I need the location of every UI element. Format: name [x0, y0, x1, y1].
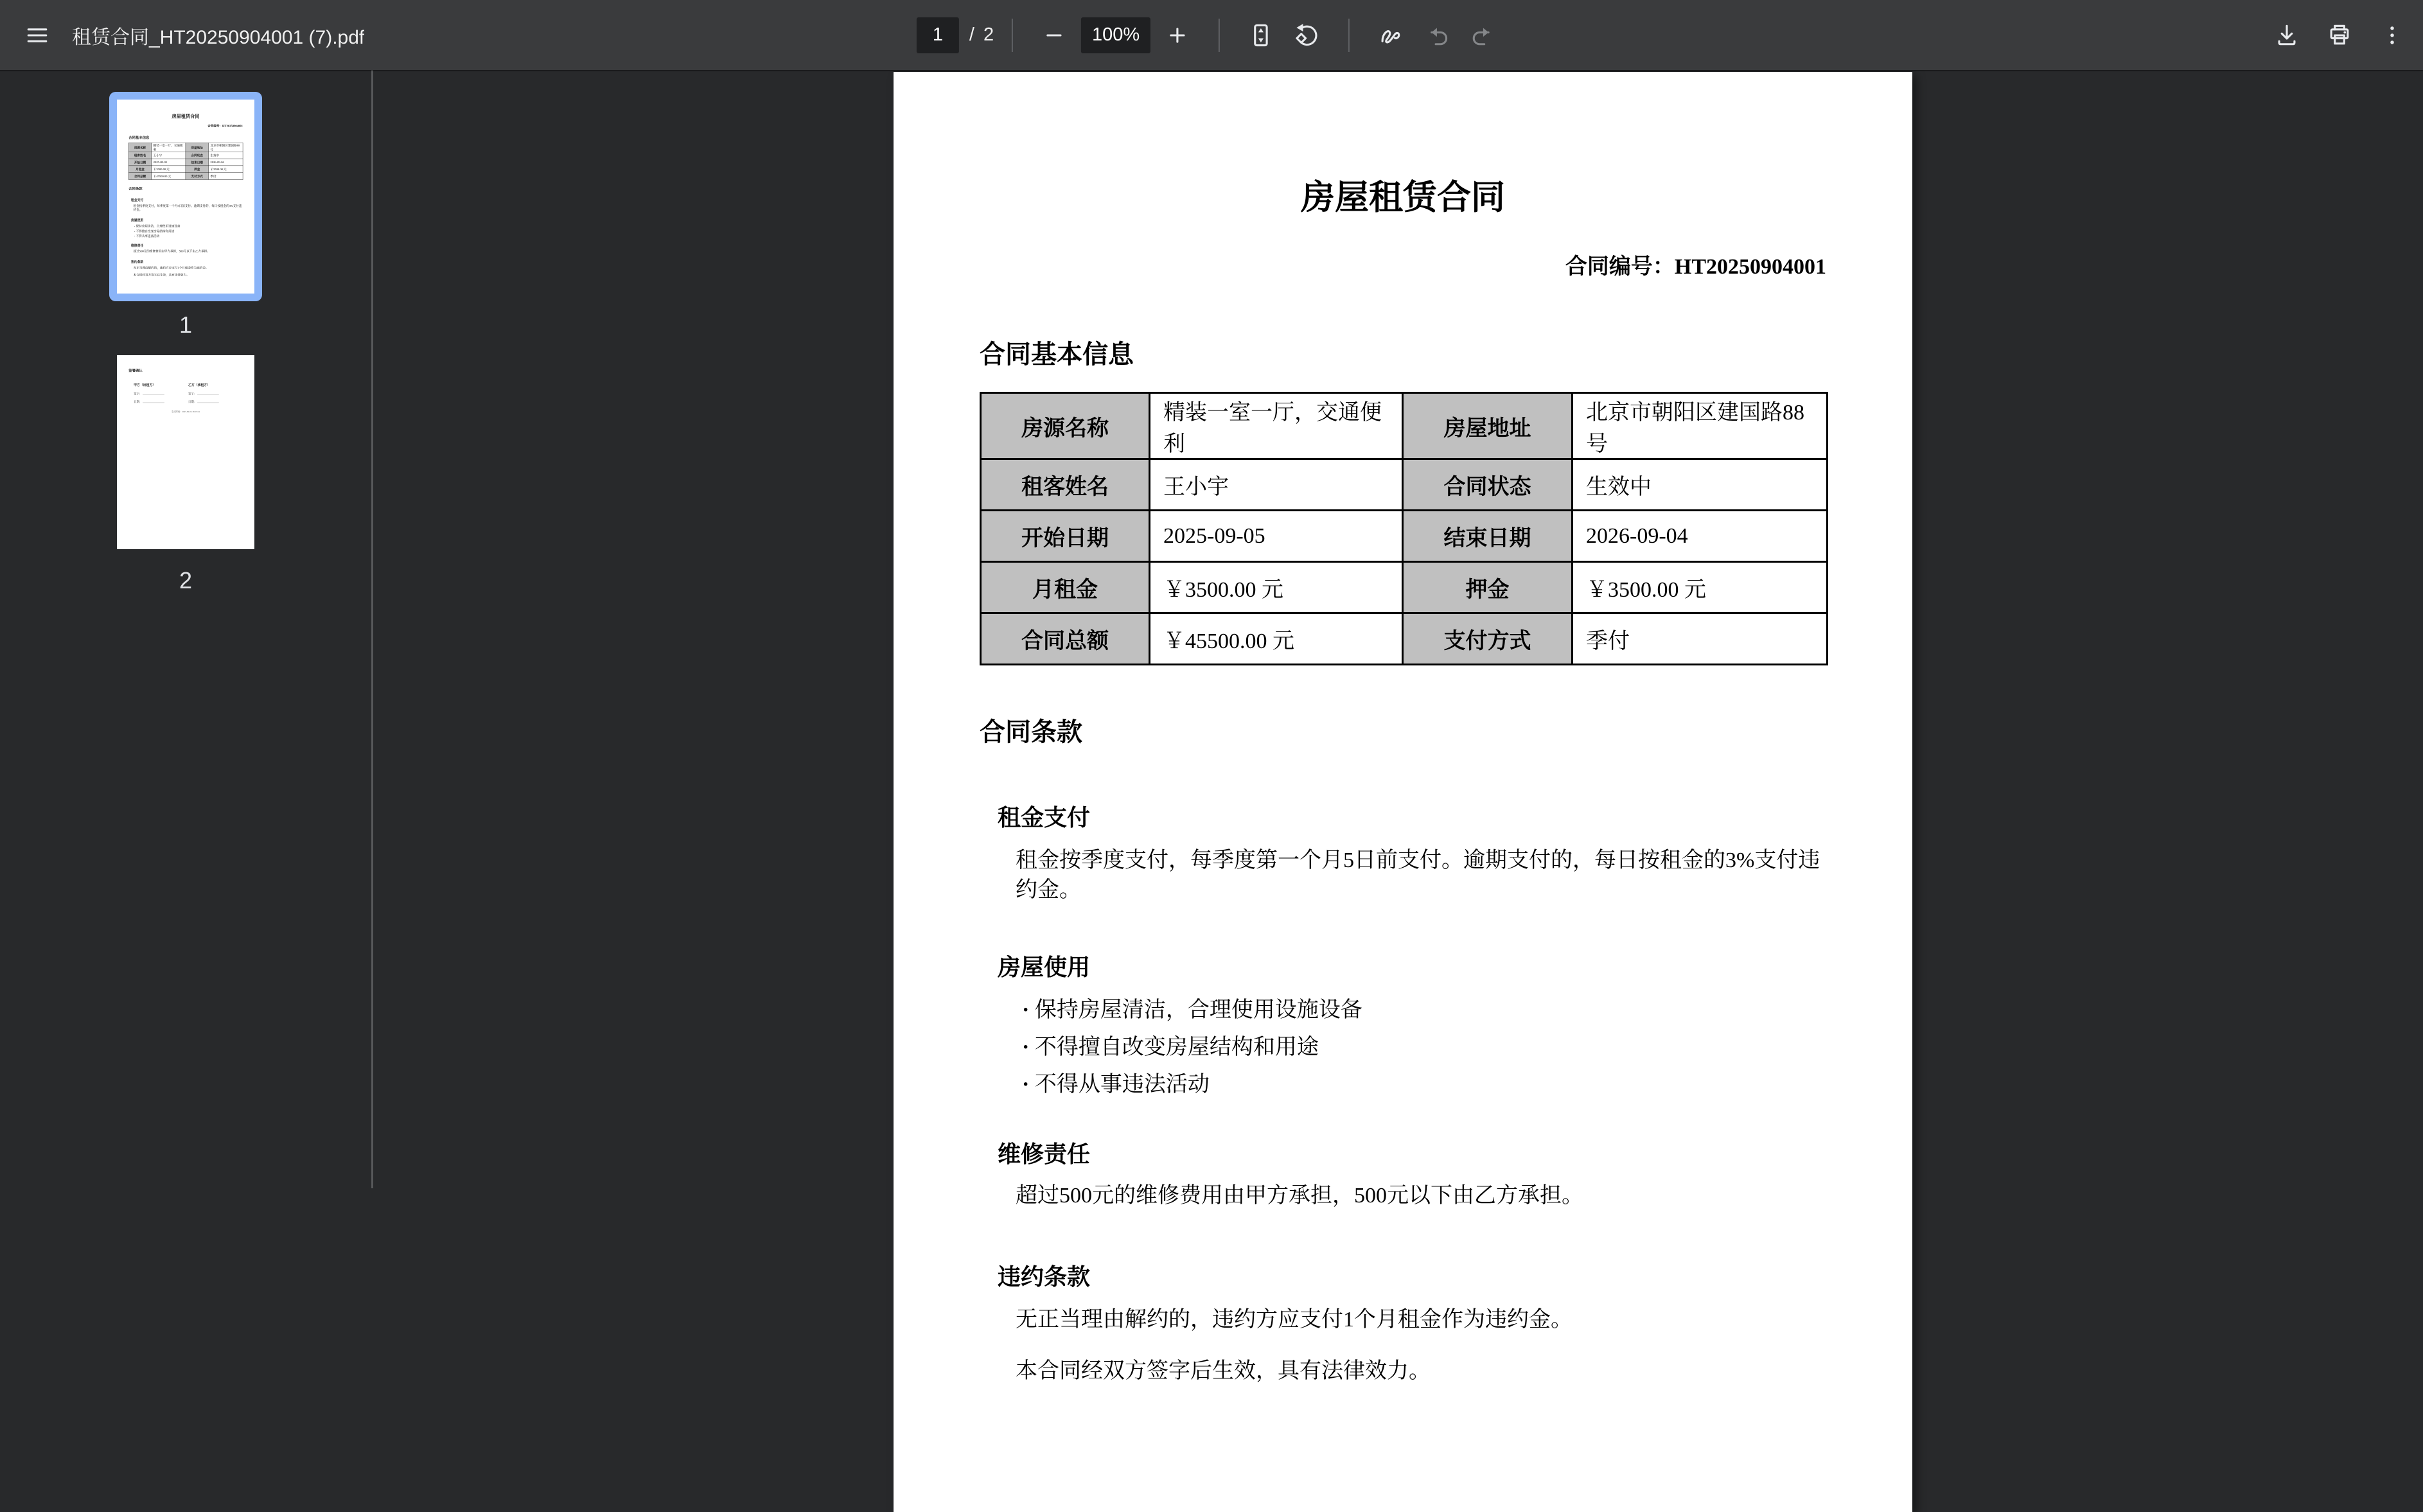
- toolbar-separator: [1219, 19, 1220, 52]
- repair-heading: 维修责任: [998, 1141, 1091, 1167]
- plus-icon: [1163, 21, 1192, 49]
- table-row: [981, 511, 1828, 562]
- basic-info-heading: 合同基本信息: [980, 340, 1134, 369]
- terms-heading: 合同条款: [980, 717, 1082, 746]
- kebab-menu-icon: [2378, 21, 2406, 49]
- table-row: [981, 393, 1828, 459]
- page-number-input[interactable]: [917, 17, 959, 53]
- house-use-heading: 房屋使用: [998, 954, 1091, 980]
- table-label: 房源名称: [981, 393, 1150, 459]
- bullet-item: · 保持房屋清洁，合理使用设施设备: [1022, 992, 1826, 1029]
- toolbar-left-group: [0, 12, 364, 58]
- undo-icon: [1423, 21, 1451, 49]
- breach-text-2: 本合同经双方签字后生效，具有法律效力。: [1016, 1359, 1431, 1383]
- table-value: 北京市朝阳区建国路88号: [1573, 393, 1828, 459]
- page-count: 2: [983, 24, 994, 45]
- rotate-icon: [1293, 21, 1321, 49]
- more-options-button[interactable]: [2369, 12, 2415, 58]
- toolbar-separator: [1348, 19, 1350, 52]
- page-divider: /: [969, 24, 974, 45]
- minus-icon: [1040, 21, 1068, 49]
- zoom-level-input[interactable]: [1081, 17, 1150, 53]
- download-button[interactable]: [2264, 12, 2310, 58]
- repair-text: 超过500元的维修费用由甲方承担，500元以下由乙方承担。: [1016, 1184, 1583, 1208]
- thumbnail-sidebar: [0, 70, 373, 1188]
- table-label: 押金: [1403, 562, 1573, 613]
- rotate-button[interactable]: [1284, 12, 1330, 58]
- table-row: [981, 562, 1828, 613]
- table-value: 生效中: [1573, 459, 1828, 511]
- rent-payment-text: 租金按季度支付，每季度第一个月5日前支付。逾期支付的，每日按租金的3%支付违约金。: [1016, 848, 1820, 902]
- table-label: 月租金: [981, 562, 1150, 613]
- undo-button[interactable]: [1414, 12, 1460, 58]
- thumbnail-page-2-preview: [117, 355, 254, 549]
- fit-to-page-icon: [1247, 21, 1275, 49]
- pdf-page-1: [894, 72, 1912, 1512]
- table-value: 季付: [1573, 613, 1828, 665]
- breach-text-1: 无正当理由解约的，违约方应支付1个月租金作为违约金。: [1016, 1308, 1573, 1332]
- pdf-toolbar: [0, 0, 2423, 70]
- table-label: 房屋地址: [1403, 393, 1573, 459]
- table-label: 结束日期: [1403, 511, 1573, 562]
- table-label: 合同总额: [981, 613, 1150, 665]
- contract-title: 房屋租赁合同: [1301, 179, 1505, 216]
- thumbnail-page-1-preview: [117, 100, 254, 294]
- fit-to-page-button[interactable]: [1238, 12, 1284, 58]
- printer-icon: [2325, 21, 2354, 49]
- pdf-page-2-source: 签署确认 甲方（出租方） 签字： 日期： 乙方（承租方） 签字： 日期： 生成时间：2025-09-04 16:53:24: [117, 355, 254, 549]
- table-value: 王小宇: [1150, 459, 1403, 511]
- contract-number: 合同编号：HT20250904001: [1565, 255, 1826, 279]
- zoom-in-button[interactable]: [1154, 12, 1201, 58]
- thumbnail-page-1[interactable]: [109, 92, 262, 301]
- thumbnail-page-1-label: 1: [179, 312, 193, 338]
- toolbar-right-group: [2264, 12, 2423, 58]
- table-value: ￥3500.00 元: [1573, 562, 1828, 613]
- table-row: [981, 459, 1828, 511]
- zoom-out-button[interactable]: [1031, 12, 1077, 58]
- download-icon: [2273, 21, 2301, 49]
- table-label: 租客姓名: [981, 459, 1150, 511]
- bullet-item: · 不得从事违法活动: [1022, 1066, 1826, 1103]
- table-label: 开始日期: [981, 511, 1150, 562]
- annotate-button[interactable]: [1368, 12, 1414, 58]
- redo-button[interactable]: [1460, 12, 1506, 58]
- table-value: 2025-09-05: [1150, 511, 1403, 562]
- document-title: 租赁合同_HT20250904001 (7).pdf: [72, 26, 365, 48]
- table-label: 合同状态: [1403, 459, 1573, 511]
- basic-info-table: [980, 392, 1828, 665]
- table-row: [981, 613, 1828, 665]
- menu-button[interactable]: [14, 12, 60, 58]
- table-value: ￥45500.00 元: [1150, 613, 1403, 665]
- hamburger-icon: [23, 21, 51, 49]
- table-value: 精装一室一厅，交通便利: [1150, 393, 1403, 459]
- rent-payment-heading: 租金支付: [998, 805, 1091, 831]
- thumbnail-page-2-label: 2: [179, 567, 193, 593]
- bullet-item: · 不得擅自改变房屋结构和用途: [1022, 1029, 1826, 1066]
- toolbar-separator: [1012, 19, 1013, 52]
- table-value: 2026-09-04: [1573, 511, 1828, 562]
- toolbar-center-group: [917, 12, 1506, 58]
- redo-icon: [1469, 21, 1497, 49]
- ink-pen-icon: [1377, 21, 1405, 49]
- thumbnail-page-2[interactable]: [109, 347, 262, 557]
- house-use-bullets: [1022, 992, 1826, 1103]
- breach-heading: 违约条款: [998, 1264, 1091, 1290]
- print-button[interactable]: [2316, 12, 2363, 58]
- table-label: 支付方式: [1403, 613, 1573, 665]
- table-value: ￥3500.00 元: [1150, 562, 1403, 613]
- pdf-page-1: 房屋租赁合同 合同编号：HT20250904001 合同基本信息 房源名称 精装一室一厅，交通便利 房屋地址 北京市朝阳区建国路88号 租客姓名 王小宇 合同状态 生效中 开始日期 2025-09-05 结束日期 2026-09-04 月租金 ￥3500.00 元 押金 ￥3500.00 元 合同总额 ￥45500.00 元 支付方式 季付 合同条款 租金支付 租金按季度支付，每季度第一个月5日前支付。逾期支付的，每日按租金的3%支付违约金。 房屋使用 · 保持房屋清洁，合理使用设施设备 · 不得擅自改变房屋结构和用途 · 不得从事违法活动 维修责任 超过500元的维修费用由甲方承担，500元以下由乙方承担。 违约条款 无正当理由解约的，违约方应支付1个月租金作为违约金。 本合同经双方签字后生效，具有法律效力。: [117, 100, 254, 294]
